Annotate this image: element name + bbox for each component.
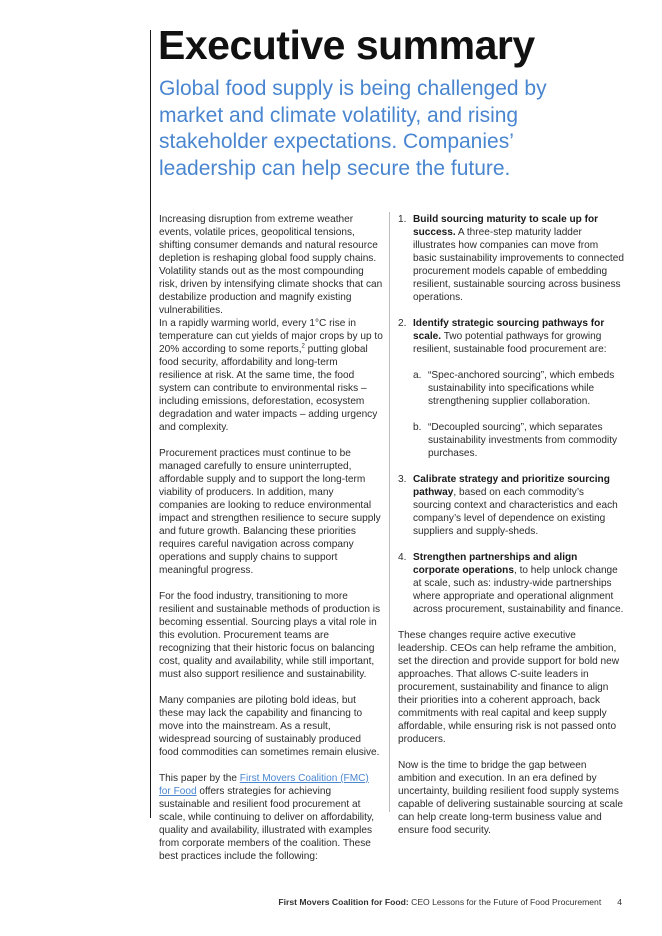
page-subtitle: Global food supply is being challenged by market and climate volatility, and rising stakeholder expectations. Companies’ leadership can help secure the future.: [159, 77, 547, 180]
transition-paragraph: For the food industry, transitioning to more resilient and sustainable methods of production is becoming essential. Sourcing plays a vital role in this evolution. Procurement teams are recognizing that their historic focus on balancing cost, quality and availability, while still important, must also support resilience and sustainability.: [159, 591, 381, 680]
page-title: Executive summary: [158, 22, 535, 68]
pathway-sublist: [413, 369, 624, 460]
closing-paragraph: Now is the time to bridge the gap between ambition and execution. In an era defined by uncertainty, building resilient food supply systems capable of delivering sustainable sourcing at scale can help create long-term business value and ensure food security.: [398, 760, 624, 836]
left-column: [159, 213, 383, 876]
warming-paragraph: In a rapidly warming world, every 1°C rise in temperature can cut yields of major crops by up to 20% according to some reports,$^2$ putting global food security, affordability and long-term resilience at risk. At the same time, the food system can contribute to environmental risks – including emissions, deforestation, ecosystem degradation and water impacts – adding urgency and complexity.: [159, 318, 383, 433]
footer-org: First Movers Coalition for Food:: [278, 897, 409, 907]
page-number: 4: [617, 897, 622, 907]
leadership-paragraph: These changes require active executive leadership. CEOs can help reframe the ambition, set the direction and provide support for bold new approaches. That allows C-suite leaders in procurement, sustainability and finance to align their priorities into a coherent approach, back commitments with real capital and keep supply affordable, while ensuring risk is not passed onto producers.: [398, 630, 620, 745]
paper-paragraph: This paper by the First Movers Coalition (FMC) for Food offers strategies for achieving sustainable and resilient food procurement at scale, while continuing to deliver on affordability, quality and availability, illustrated with examples from corporate members of the coalition. These best practices include the following:: [159, 773, 375, 862]
footer-doc-title: CEO Lessons for the Future of Food Procurement: [408, 897, 602, 907]
intro-paragraph: Increasing disruption from extreme weather events, volatile prices, geopolitical tensions, shifting consumer demands and natural resource depletion is reshaping global food supply chains. Volatility stands out as the most compounding risk, driven by intensifying climate shocks that can destabilize production and magnify existing vulnerabilities.: [159, 214, 383, 316]
list-item: 2. Identify strategic sourcing pathways for scale. Two potential pathways for growing resilient, sustainable food procurement are: a. “Spec-anchored sourcing”, which embeds sustainability into specifications while strengthening supplier collaboration. b. “Decoupled sourcing”, which separates sustainability investments from commodity purchases.: [398, 317, 624, 460]
list-item: 4. Strengthen partnerships and align corporate operations, to help unlock change at scale, such as: industry-wide partnerships where appropriate and operational alignment across procurement, sustainability and finance.: [398, 552, 624, 615]
fmc-food-link[interactable]: First Movers Coalition (FMC) for Food: [159, 773, 369, 797]
procurement-paragraph: Procurement practices must continue to be managed carefully to ensure uninterrupted, affordable supply and to support the long-term viability of producers. In addition, many companies are looking to reduce environmental impact and strengthen resilience to secure supply and future growth. Balancing these priorities requires careful navigation across company operations and supply chains to support meaningful progress.: [159, 448, 381, 576]
page-footer: [278, 897, 622, 907]
sub-list-item: a. “Spec-anchored sourcing”, which embeds sustainability into specifications while strengthening supplier collaboration.: [413, 370, 615, 407]
piloting-paragraph: Many companies are piloting bold ideas, but these may lack the capability and financing to move into the mainstream. As a result, widespread sourcing of sustainably produced food commodities can sometimes remain elusive.: [159, 695, 380, 758]
sub-list-item: b. “Decoupled sourcing”, which separates sustainability investments from commodity purchases.: [413, 422, 618, 459]
list-item: 1. Build sourcing maturity to scale up for success. A three-step maturity ladder illustrates how companies can move from basic sustainability improvements to connected procurement models capable of embedding resilient, sustainable sourcing across business operations.: [398, 214, 624, 303]
column-divider: [389, 212, 390, 812]
right-column: [398, 213, 624, 850]
left-vertical-rule: [150, 30, 151, 818]
footnote-ref[interactable]: 2: [301, 343, 305, 350]
list-item: 3. Calibrate strategy and prioritize sourcing pathway, based on each commodity’s sourcing context and characteristics and each company’s level of dependence on existing suppliers and supply-sheds.: [398, 474, 618, 537]
